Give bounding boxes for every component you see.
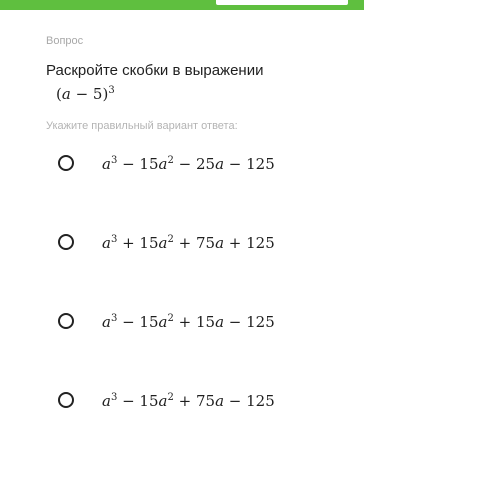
term-coef: + 75 — [173, 392, 216, 410]
term-coef: + 15 — [117, 234, 159, 252]
term-coef: − 15 — [117, 155, 159, 173]
term-coef: − 15 — [117, 392, 159, 410]
term-coef: − 15 — [117, 313, 159, 331]
term-var: a — [215, 155, 225, 173]
term-exp: 3 — [110, 313, 118, 324]
term-var: a — [158, 155, 168, 173]
option-formula — [102, 392, 275, 410]
term-exp: 3 — [110, 155, 118, 166]
term-coef: + 75 — [173, 234, 216, 252]
term-const: − 125 — [224, 392, 275, 410]
term-var: a — [102, 392, 111, 410]
radio-button[interactable] — [58, 234, 74, 250]
formula-open-paren: ( — [56, 85, 62, 103]
answer-option-3[interactable] — [56, 313, 436, 339]
term-var: a — [158, 313, 168, 331]
answer-option-2[interactable] — [56, 234, 436, 260]
term-var: a — [215, 313, 225, 331]
term-exp: 2 — [167, 155, 174, 166]
option-formula — [102, 155, 275, 173]
term-exp: 3 — [110, 392, 118, 403]
answer-option-4[interactable] — [56, 392, 436, 418]
term-exp: 3 — [110, 234, 118, 245]
term-exp: 2 — [167, 234, 174, 245]
header-bar — [0, 0, 364, 10]
question-formula — [56, 85, 115, 103]
term-exp: 2 — [167, 392, 174, 403]
formula-rest: − 5) — [70, 85, 109, 103]
option-formula — [102, 313, 275, 331]
term-var: a — [215, 392, 225, 410]
radio-button[interactable] — [58, 392, 74, 408]
header-button[interactable] — [216, 0, 348, 5]
term-const: − 125 — [224, 313, 275, 331]
term-var: a — [102, 155, 111, 173]
term-var: a — [215, 234, 225, 252]
answer-option-1[interactable] — [56, 155, 436, 181]
question-text: Раскройте скобки в выражении — [46, 62, 264, 79]
term-exp: 2 — [167, 313, 174, 324]
term-const: − 125 — [224, 155, 275, 173]
radio-button[interactable] — [58, 155, 74, 171]
term-const: + 125 — [224, 234, 275, 252]
term-coef: − 25 — [173, 155, 216, 173]
term-var: a — [158, 234, 168, 252]
formula-variable: a — [61, 85, 71, 103]
radio-button[interactable] — [58, 313, 74, 329]
term-var: a — [102, 234, 111, 252]
section-label: Вопрос — [46, 35, 84, 47]
term-var: a — [158, 392, 168, 410]
term-var: a — [102, 313, 111, 331]
answer-hint: Укажите правильный вариант ответа: — [46, 120, 238, 132]
term-coef: + 15 — [173, 313, 216, 331]
option-formula — [102, 234, 275, 252]
formula-exponent: 3 — [108, 85, 115, 96]
